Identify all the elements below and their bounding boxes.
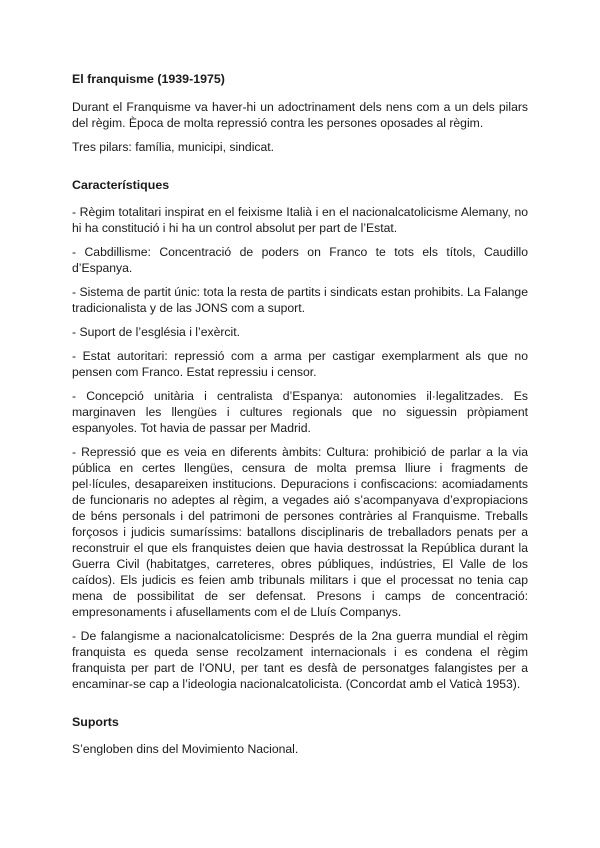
document-title: El franquisme (1939-1975) <box>72 72 225 86</box>
list-item: - Sistema de partit únic: tota la resta de partits i sindicats estan prohibits. La Falange tradicionalista y de las JONS com a suport. <box>72 285 528 315</box>
intro-paragraph: Durant el Franquisme va haver-hi un adoctrinament dels nens com a un dels pilars del règim. Època de molta repressió contra les persones oposades al règim. <box>72 100 528 130</box>
list-item: - Règim totalitari inspirat en el feixisme Italià i en el nacionalcatolicisme Alemany, no hi ha constitució i hi ha un control absolut per part de l’Estat. <box>72 205 528 235</box>
section-heading-suports: Suports <box>72 715 119 729</box>
list-item: - Concepció unitària i centralista d’Espanya: autonomies il·legalitzades. Es marginaven les llengües i cultures regionals que no siguessin pròpiament espanyoles. Tot havia de passar per Madrid. <box>72 389 528 435</box>
intro-pillars: Tres pilars: família, municipi, sindicat. <box>72 140 275 154</box>
list-item: - Repressió que es veia en diferents àmbits: Cultura: prohibició de parlar a la via pública en certes llengües, censura de molta premsa lliure i fragments de pel·lícules, desapareixen institucions. Depuracions i confiscacions: acomiadaments de funcionaris no adeptes al règim, a vegades aió s’acompanyava d’expropiacions de béns personals i del patrimoni de persones contràries al Franquisme. Treballs forçosos i judicis sumaríssims: batallons disciplinaris de treballadors penats per a reconstruir el que els franquistes deien que havia destrossat la República durant la Guerra Civil (habitatges, carreteres, obres públiques, indústries, El Valle de los caídos). Els judicis es feien amb tribunals militars i que el processat no tenia cap mena de possibilitat de ser defensat. Presons i camps de concentració: empresonaments i afusellaments com el de Lluís Companys. <box>72 445 528 619</box>
list-item: - Estat autoritari: repressió com a arma per castigar exemplarment als que no pensen com Franco. Estat repressiu i censor. <box>72 349 528 379</box>
list-item: - De falangisme a nacionalcatolicisme: Després de la 2na guerra mundial el règim franquista es queda sense recolzament internacionals i es condena el règim franquista per part de l’ONU, per tant es desfà de personatges falangistes per a encaminar-se cap a l’ideologia nacionalcatolicista. (Concordat amb el Vaticà 1953). <box>72 629 528 691</box>
suports-paragraph: S’engloben dins del Movimiento Nacional. <box>72 742 299 756</box>
list-item: - Suport de l’església i l’exèrcit. <box>72 325 240 339</box>
list-item: - Cabdillisme: Concentració de poders on Franco te tots els títols, Caudillo d’Espanya. <box>72 245 528 275</box>
section-heading-caracteristiques: Característiques <box>72 178 170 192</box>
